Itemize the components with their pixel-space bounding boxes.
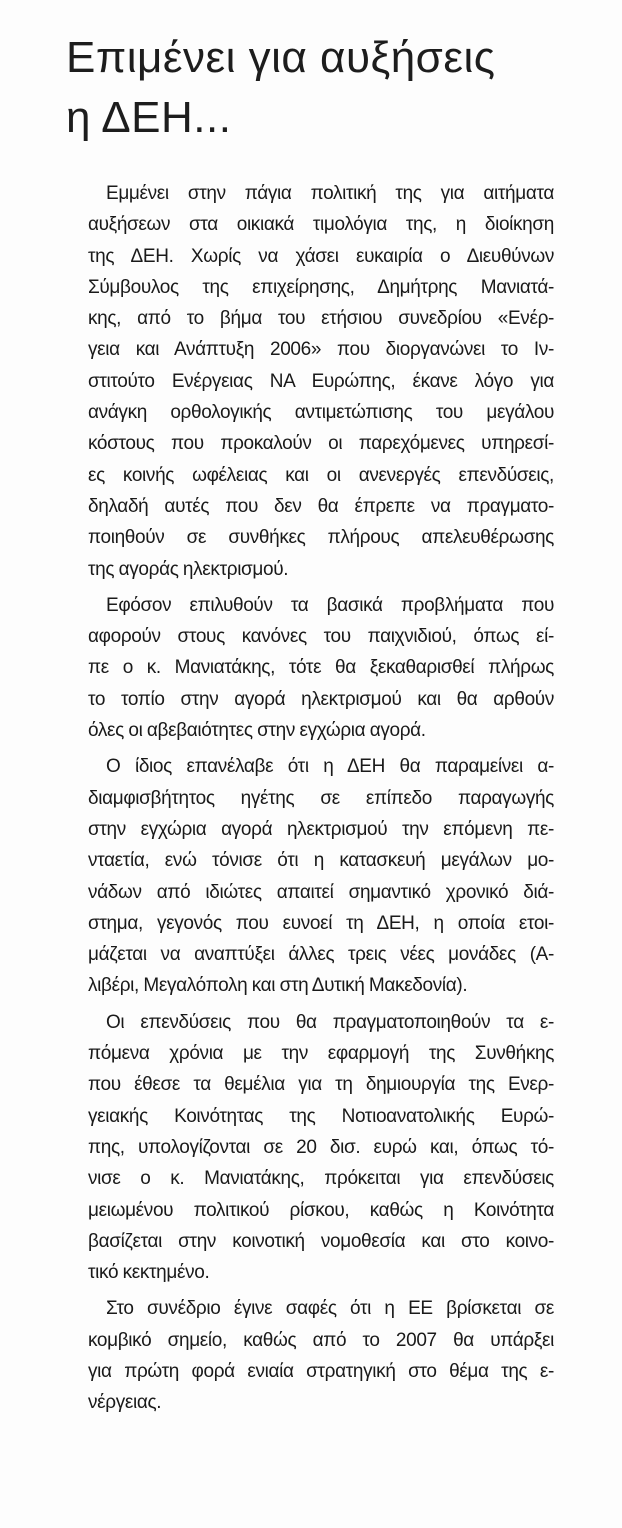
headline-line: η ΔΕΗ... bbox=[66, 93, 232, 142]
text-line: νισε ο κ. Μανιατάκης, πρόκειται για επενδύσεις bbox=[88, 1168, 554, 1190]
text-line: ανάγκη ορθολογικής αντιμετώπισης του μεγάλου bbox=[88, 402, 554, 424]
text-line: της αγοράς ηλεκτρισμού. bbox=[88, 558, 289, 580]
paragraph bbox=[88, 1293, 554, 1418]
text-line: αφορούν στους κανόνες του παιχνιδιού, όπως εί- bbox=[88, 626, 554, 648]
text-line: δηλαδή αυτές που δεν θα έπρεπε να πραγματο- bbox=[88, 495, 554, 517]
text-line: νάδων από ιδιώτες απαιτεί σημαντικό χρονικό διά- bbox=[88, 881, 554, 903]
text-line: τικό κεκτημένο. bbox=[88, 1262, 210, 1284]
text-line: στιτούτο Ενέργειας ΝΑ Ευρώπης, έκανε λόγο για bbox=[88, 370, 554, 392]
text-line: κομβικό σημείο, καθώς από το 2007 θα υπάρξει bbox=[88, 1329, 554, 1351]
text-line: ποιηθούν σε συνθήκες πλήρους απελευθέρωσης bbox=[88, 527, 554, 549]
text-line: νέργειας. bbox=[88, 1392, 162, 1414]
text-line: νταετία, ενώ τόνισε ότι η κατασκευή μεγάλων μο- bbox=[88, 850, 554, 872]
headline-line: Επιμένει για αυξήσεις bbox=[66, 33, 496, 82]
text-line: πόμενα χρόνια με την εφαρμογή της Συνθήκης bbox=[88, 1043, 554, 1065]
text-line: το τοπίο στην αγορά ηλεκτρισμού και θα αρθούν bbox=[88, 688, 554, 710]
paragraph bbox=[88, 751, 554, 1001]
text-line: βασίζεται στην κοινοτική νομοθεσία και στο κοινο- bbox=[88, 1230, 554, 1252]
paragraph bbox=[88, 1007, 554, 1289]
text-line: της ΔΕΗ. Χωρίς να χάσει ευκαιρία ο Διευθύνων bbox=[88, 245, 554, 267]
text-line: Ο ίδιος επανέλαβε ότι η ΔΕΗ θα παραμείνει α- bbox=[106, 756, 554, 778]
text-line: γειακής Κοινότητας της Νοτιοανατολικής Ευρώ- bbox=[88, 1105, 554, 1127]
article-body bbox=[88, 178, 554, 1424]
text-line: Εφόσον επιλυθούν τα βασικά προβλήματα που bbox=[106, 594, 554, 616]
text-line: κόστους που προκαλούν οι παρεχόμενες υπηρεσί- bbox=[88, 433, 554, 455]
text-line: Οι επενδύσεις που θα πραγματοποιηθούν τα ε- bbox=[106, 1011, 554, 1033]
text-line: μάζεται να αναπτύξει άλλες τρεις νέες μονάδες (Α- bbox=[88, 944, 554, 966]
text-line: στην εγχώρια αγορά ηλεκτρισμού την επόμενη πε- bbox=[88, 818, 554, 840]
text-line: λιβέρι, Μεγαλόπολη και στη Δυτική Μακεδονία). bbox=[88, 975, 468, 997]
text-line: ες κοινής ωφέλειας και οι ανενεργές επενδύσεις, bbox=[88, 464, 554, 486]
paragraph bbox=[88, 590, 554, 746]
headline bbox=[66, 28, 586, 148]
text-line: κης, από το βήμα του ετήσιου συνεδρίου «Ενέρ- bbox=[88, 308, 554, 330]
text-line: μειωμένου πολιτικού ρίσκου, καθώς η Κοινότητα bbox=[88, 1199, 554, 1221]
text-line: στημα, γεγονός που ευνοεί τη ΔΕΗ, η οποία ετοι- bbox=[88, 912, 554, 934]
text-line: αυξήσεων στα οικιακά τιμολόγια της, η διοίκηση bbox=[88, 214, 554, 236]
text-line: πε ο κ. Μανιατάκης, τότε θα ξεκαθαρισθεί πλήρως bbox=[88, 657, 554, 679]
text-line: που έθεσε τα θεμέλια για τη δημιουργία της Ενερ- bbox=[88, 1074, 554, 1096]
paragraph bbox=[88, 178, 554, 585]
text-line: Στο συνέδριο έγινε σαφές ότι η ΕΕ βρίσκεται σε bbox=[106, 1298, 554, 1320]
text-line: για πρώτη φορά ενιαία στρατηγική στο θέμα της ε- bbox=[88, 1360, 554, 1382]
text-line: διαμφισβήτητος ηγέτης σε επίπεδο παραγωγής bbox=[88, 787, 554, 809]
text-line: όλες οι αβεβαιότητες στην εγχώρια αγορά. bbox=[88, 720, 426, 742]
text-line: γεια και Ανάπτυξη 2006» που διοργανώνει το Ιν- bbox=[88, 339, 554, 361]
text-line: πης, υπολογίζονται σε 20 δισ. ευρώ και, όπως τό- bbox=[88, 1136, 554, 1158]
text-line: Σύμβουλος της επιχείρησης, Δημήτρης Μανιατά- bbox=[88, 276, 554, 298]
text-line: Εμμένει στην πάγια πολιτική της για αιτήματα bbox=[106, 183, 554, 204]
